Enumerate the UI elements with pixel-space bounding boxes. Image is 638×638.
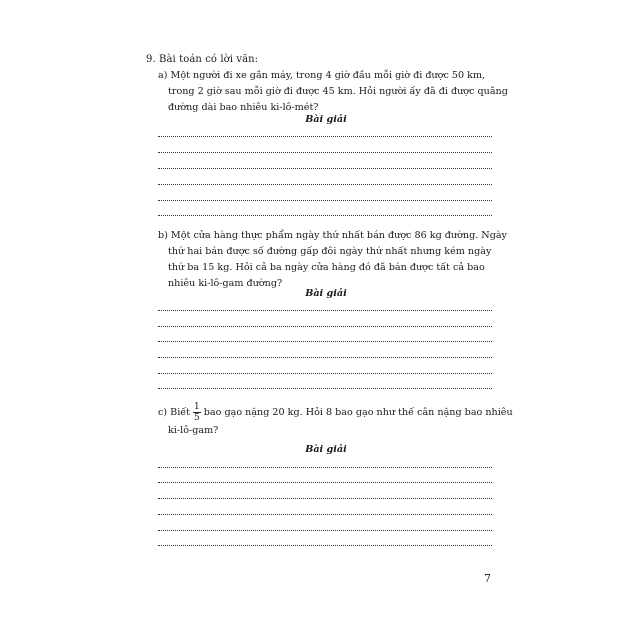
answer-line[interactable] (158, 482, 492, 483)
problem-c-line (158, 402, 513, 423)
answer-line[interactable] (158, 341, 492, 342)
problem-c-line: ki-lô-gam? (168, 425, 219, 436)
problem-b-line: thứ hai bán được số đường gấp đôi ngày thứ nhất nhưng kém ngày (168, 246, 492, 257)
answer-line[interactable] (158, 373, 492, 374)
problem-b-line: nhiêu ki-lô-gam đường? (168, 278, 283, 289)
answer-line[interactable] (158, 200, 492, 201)
answer-line[interactable] (158, 215, 492, 216)
problem-a-line: trong 2 giờ sau mỗi giờ đi được 45 km. Hỏi người ấy đã đi được quãng (168, 86, 508, 97)
problem-c-prefix: c) Biết (158, 407, 191, 418)
fraction-numerator: 1 (194, 402, 200, 412)
problem-a-solution-title: Bài giải (305, 114, 347, 125)
answer-line[interactable] (158, 136, 492, 137)
answer-line[interactable] (158, 514, 492, 515)
problem-a-line: a) Một người đi xe gắn máy, trong 4 giờ đầu mỗi giờ đi được 50 km, (158, 70, 486, 81)
fraction-denominator: 5 (194, 413, 200, 423)
problem-b-line: b) Một cửa hàng thực phẩm ngày thứ nhất bán được 86 kg đường. Ngày (158, 230, 507, 241)
exercise-heading: 9. Bài toán có lời văn: (146, 54, 259, 65)
answer-line[interactable] (158, 530, 492, 531)
answer-line[interactable] (158, 152, 492, 153)
problem-a-text (158, 68, 508, 116)
answer-line[interactable] (158, 357, 492, 358)
problem-b-solution-title: Bài giải (305, 288, 347, 299)
answer-line[interactable] (158, 326, 492, 327)
answer-line[interactable] (158, 184, 492, 185)
problem-b-line: thứ ba 15 kg. Hỏi cả ba ngày cửa hàng đó đã bán được tất cả bao (168, 262, 485, 273)
answer-line[interactable] (158, 310, 492, 311)
problem-b-text (158, 228, 507, 292)
answer-line[interactable] (158, 388, 492, 389)
page-number: 7 (484, 572, 491, 585)
answer-line[interactable] (158, 467, 492, 468)
problem-c-suffix: bao gạo nặng 20 kg. Hỏi 8 bao gạo như thế cân nặng bao nhiêu (203, 407, 513, 418)
problem-c-text (158, 402, 513, 439)
answer-line[interactable] (158, 545, 492, 546)
answer-line[interactable] (158, 498, 492, 499)
problem-a-line: đường dài bao nhiêu ki-lô-mét? (168, 102, 319, 113)
problem-c-solution-title: Bài giải (305, 444, 347, 455)
fraction-one-fifth (193, 402, 201, 423)
answer-line[interactable] (158, 168, 492, 169)
